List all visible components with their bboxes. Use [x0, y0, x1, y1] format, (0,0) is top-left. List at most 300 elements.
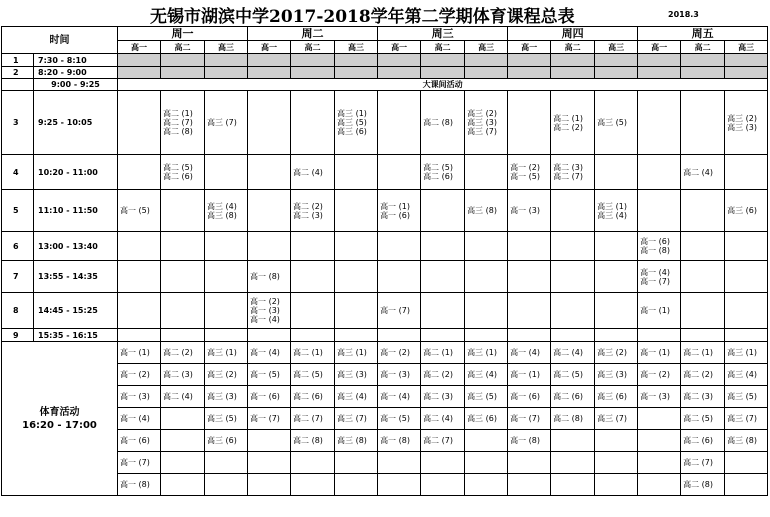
schedule-cell: 高二 (8) [421, 91, 465, 155]
activity-cell [465, 452, 508, 474]
activity-cell [638, 430, 681, 452]
schedule-cell [335, 329, 378, 342]
grade-header: 高二 [551, 41, 595, 54]
activity-cell: 高三 (1) [725, 342, 768, 364]
schedule-cell [248, 232, 291, 261]
break-time: 9:00 - 9:25 [34, 79, 118, 91]
schedule-cell [465, 232, 508, 261]
grade-header: 高三 [335, 41, 378, 54]
activity-cell: 高一 (6) [508, 386, 551, 408]
activity-cell [421, 474, 465, 496]
schedule-cell: 高三 (6) [725, 190, 768, 232]
schedule-cell [205, 261, 248, 293]
activity-cell: 高三 (7) [725, 408, 768, 430]
schedule-cell: 高二 (2) 高二 (3) [291, 190, 335, 232]
period-time: 15:35 - 16:15 [34, 329, 118, 342]
schedule-cell [205, 232, 248, 261]
activity-cell: 高二 (5) [551, 364, 595, 386]
schedule-cell [681, 54, 725, 67]
schedule-cell [205, 67, 248, 79]
activity-cell: 高三 (4) [335, 386, 378, 408]
schedule-cell: 高一 (2) 高一 (5) [508, 155, 551, 190]
schedule-cell [335, 155, 378, 190]
schedule-cell [248, 91, 291, 155]
schedule-cell [725, 232, 768, 261]
schedule-cell [681, 329, 725, 342]
schedule-cell: 高一 (8) [248, 261, 291, 293]
schedule-cell [508, 232, 551, 261]
schedule-cell [378, 329, 421, 342]
activity-cell [638, 408, 681, 430]
activity-cell: 高二 (7) [421, 430, 465, 452]
period-number: 8 [2, 293, 34, 329]
activity-cell: 高三 (6) [595, 386, 638, 408]
activity-cell: 高三 (7) [335, 408, 378, 430]
day-header: 周五 [638, 27, 768, 41]
schedule-cell [465, 293, 508, 329]
schedule-cell: 高一 (7) [378, 293, 421, 329]
schedule-cell [508, 261, 551, 293]
schedule-cell [595, 261, 638, 293]
schedule-cell [421, 232, 465, 261]
schedule-cell [161, 190, 205, 232]
period-row [2, 67, 768, 79]
activity-cell: 高一 (6) [118, 430, 161, 452]
grade-header: 高三 [725, 41, 768, 54]
schedule-cell: 高三 (1) 高三 (4) [595, 190, 638, 232]
schedule-cell [725, 293, 768, 329]
schedule-cell [551, 67, 595, 79]
period-time: 10:20 - 11:00 [34, 155, 118, 190]
period-time: 13:55 - 14:35 [34, 261, 118, 293]
activity-cell [161, 452, 205, 474]
schedule-cell [465, 155, 508, 190]
schedule-cell [161, 67, 205, 79]
schedule-cell [248, 54, 291, 67]
schedule-cell: 高三 (1) 高三 (5) 高三 (6) [335, 91, 378, 155]
schedule-cell: 高二 (3) 高二 (7) [551, 155, 595, 190]
schedule-cell [291, 329, 335, 342]
schedule-cell [551, 232, 595, 261]
period-time: 14:45 - 15:25 [34, 293, 118, 329]
break-row [2, 79, 768, 91]
schedule-table [1, 26, 768, 496]
schedule-cell [378, 155, 421, 190]
day-header: 周四 [508, 27, 638, 41]
schedule-cell [161, 293, 205, 329]
activity-cell: 高一 (6) [248, 386, 291, 408]
activity-cell [638, 474, 681, 496]
activity-cell [595, 430, 638, 452]
activity-cell: 高二 (2) [421, 364, 465, 386]
schedule-cell [205, 293, 248, 329]
day-header: 周三 [378, 27, 508, 41]
grade-header: 高一 [638, 41, 681, 54]
schedule-cell [248, 155, 291, 190]
schedule-cell [595, 54, 638, 67]
period-row [2, 91, 768, 155]
activity-cell: 高一 (8) [378, 430, 421, 452]
activity-cell [465, 430, 508, 452]
activity-cell: 高三 (7) [595, 408, 638, 430]
activity-cell [421, 452, 465, 474]
schedule-cell: 高三 (7) [205, 91, 248, 155]
activity-cell: 高一 (1) [508, 364, 551, 386]
schedule-cell [205, 54, 248, 67]
schedule-cell [335, 190, 378, 232]
grade-header: 高二 [421, 41, 465, 54]
schedule-cell [248, 329, 291, 342]
schedule-cell: 高一 (1) 高一 (6) [378, 190, 421, 232]
activity-cell: 高二 (4) [421, 408, 465, 430]
activity-cell: 高二 (4) [161, 386, 205, 408]
activity-cell: 高二 (7) [681, 452, 725, 474]
schedule-cell [508, 329, 551, 342]
activity-time: 16:20 - 17:00 [22, 419, 97, 431]
period-time: 8:20 - 9:00 [34, 67, 118, 79]
grade-header: 高三 [595, 41, 638, 54]
schedule-cell [421, 329, 465, 342]
schedule-cell [638, 155, 681, 190]
schedule-cell [161, 261, 205, 293]
grade-header: 高二 [681, 41, 725, 54]
activity-cell: 高三 (1) [465, 342, 508, 364]
period-row [2, 293, 768, 329]
grade-header: 高三 [465, 41, 508, 54]
period-row [2, 261, 768, 293]
schedule-cell [205, 329, 248, 342]
schedule-cell [335, 293, 378, 329]
schedule-cell: 高三 (8) [465, 190, 508, 232]
activity-cell [551, 430, 595, 452]
activity-cell: 高三 (1) [205, 342, 248, 364]
activity-cell [378, 452, 421, 474]
grade-header: 高一 [508, 41, 551, 54]
activity-cell: 高二 (6) [291, 386, 335, 408]
period-time: 11:10 - 11:50 [34, 190, 118, 232]
activity-cell: 高一 (3) [378, 364, 421, 386]
schedule-cell [638, 91, 681, 155]
schedule-cell [551, 54, 595, 67]
activity-cell [291, 452, 335, 474]
schedule-cell: 高三 (4) 高三 (8) [205, 190, 248, 232]
schedule-cell [638, 67, 681, 79]
break-number [2, 79, 34, 91]
activity-cell: 高二 (6) [681, 430, 725, 452]
schedule-cell [681, 91, 725, 155]
schedule-cell [551, 190, 595, 232]
activity-cell [205, 452, 248, 474]
period-row [2, 329, 768, 342]
activity-cell: 高一 (5) [378, 408, 421, 430]
activity-label: 体育活动 [39, 406, 80, 418]
activity-cell: 高一 (3) [118, 386, 161, 408]
activity-cell [508, 474, 551, 496]
schedule-cell [638, 190, 681, 232]
day-header: 周二 [248, 27, 378, 41]
schedule-cell: 高一 (4) 高一 (7) [638, 261, 681, 293]
schedule-cell [725, 67, 768, 79]
activity-cell: 高二 (5) [291, 364, 335, 386]
activity-cell [291, 474, 335, 496]
activity-cell [725, 474, 768, 496]
schedule-cell [335, 232, 378, 261]
schedule-cell [508, 54, 551, 67]
schedule-cell: 高二 (1) 高二 (7) 高二 (8) [161, 91, 205, 155]
schedule-cell: 高三 (2) 高三 (3) 高三 (7) [465, 91, 508, 155]
activity-cell [725, 452, 768, 474]
schedule-cell [118, 91, 161, 155]
activity-cell: 高三 (6) [465, 408, 508, 430]
activity-cell: 高三 (3) [335, 364, 378, 386]
period-number: 6 [2, 232, 34, 261]
activity-cell [161, 408, 205, 430]
schedule-cell [248, 67, 291, 79]
schedule-cell [725, 261, 768, 293]
activity-cell: 高三 (5) [205, 408, 248, 430]
activity-cell: 高二 (3) [161, 364, 205, 386]
period-time: 7:30 - 8:10 [34, 54, 118, 67]
schedule-cell [725, 54, 768, 67]
document-title: 无锡市湖滨中学2017-2018学年第二学期体育课程总表 [150, 7, 575, 27]
schedule-cell: 高二 (4) [291, 155, 335, 190]
schedule-cell [118, 67, 161, 79]
activity-cell: 高一 (4) [248, 342, 291, 364]
activity-cell: 高二 (2) [681, 364, 725, 386]
schedule-cell [118, 329, 161, 342]
activity-cell: 高二 (3) [421, 386, 465, 408]
period-row [2, 54, 768, 67]
schedule-cell [378, 54, 421, 67]
schedule-cell: 高一 (1) [638, 293, 681, 329]
activity-cell: 高一 (3) [638, 386, 681, 408]
activity-cell: 高一 (2) [638, 364, 681, 386]
document-header [0, 0, 770, 26]
schedule-cell [421, 261, 465, 293]
activity-cell: 高三 (5) [465, 386, 508, 408]
activity-cell [335, 474, 378, 496]
activity-cell [595, 474, 638, 496]
schedule-cell [595, 329, 638, 342]
grade-header: 高一 [378, 41, 421, 54]
schedule-cell [638, 329, 681, 342]
activity-cell: 高三 (5) [725, 386, 768, 408]
schedule-cell [335, 54, 378, 67]
schedule-cell [291, 232, 335, 261]
schedule-cell: 高二 (4) [681, 155, 725, 190]
schedule-cell [465, 54, 508, 67]
schedule-cell: 高二 (5) 高二 (6) [421, 155, 465, 190]
activity-cell: 高三 (4) [725, 364, 768, 386]
schedule-cell [421, 67, 465, 79]
activity-cell: 高三 (3) [595, 364, 638, 386]
break-label: 大课间活动 [118, 79, 768, 91]
activity-cell: 高二 (6) [551, 386, 595, 408]
schedule-cell [681, 261, 725, 293]
activity-cell: 高三 (8) [725, 430, 768, 452]
schedule-cell: 高一 (2) 高一 (3) 高一 (4) [248, 293, 291, 329]
activity-cell: 高一 (7) [508, 408, 551, 430]
period-number: 2 [2, 67, 34, 79]
schedule-cell [551, 261, 595, 293]
schedule-cell [725, 329, 768, 342]
activity-cell: 高一 (4) [378, 386, 421, 408]
period-time: 13:00 - 13:40 [34, 232, 118, 261]
activity-cell: 高二 (8) [681, 474, 725, 496]
activity-cell [595, 452, 638, 474]
schedule-cell: 高一 (6) 高一 (8) [638, 232, 681, 261]
period-number: 9 [2, 329, 34, 342]
period-number: 1 [2, 54, 34, 67]
schedule-cell [508, 67, 551, 79]
schedule-cell [421, 190, 465, 232]
activity-cell [248, 430, 291, 452]
activity-cell: 高一 (5) [248, 364, 291, 386]
activity-cell: 高一 (2) [118, 364, 161, 386]
period-number: 4 [2, 155, 34, 190]
schedule-cell: 高二 (1) 高二 (2) [551, 91, 595, 155]
schedule-cell [118, 54, 161, 67]
schedule-cell [638, 54, 681, 67]
activity-cell [205, 474, 248, 496]
activity-cell [551, 452, 595, 474]
schedule-cell [681, 190, 725, 232]
activity-cell [638, 452, 681, 474]
schedule-cell [465, 67, 508, 79]
activity-cell [161, 474, 205, 496]
schedule-cell [291, 91, 335, 155]
activity-cell: 高三 (3) [205, 386, 248, 408]
activity-cell: 高一 (4) [508, 342, 551, 364]
activity-cell [551, 474, 595, 496]
schedule-cell: 高一 (3) [508, 190, 551, 232]
activity-cell: 高二 (7) [291, 408, 335, 430]
grade-header: 高一 [248, 41, 291, 54]
schedule-cell [291, 261, 335, 293]
activity-cell [335, 452, 378, 474]
activity-cell: 高一 (2) [378, 342, 421, 364]
schedule-cell [681, 67, 725, 79]
schedule-cell: 高三 (2) 高三 (3) [725, 91, 768, 155]
activity-cell: 高三 (1) [335, 342, 378, 364]
schedule-cell [118, 293, 161, 329]
schedule-cell [291, 293, 335, 329]
schedule-cell [681, 232, 725, 261]
grade-header: 高一 [118, 41, 161, 54]
activity-cell: 高一 (1) [118, 342, 161, 364]
schedule-cell [378, 91, 421, 155]
activity-cell: 高二 (8) [291, 430, 335, 452]
schedule-cell [205, 155, 248, 190]
schedule-cell [595, 155, 638, 190]
activity-cell: 高一 (1) [638, 342, 681, 364]
schedule-cell [378, 67, 421, 79]
grade-header: 高二 [161, 41, 205, 54]
activity-cell: 高三 (4) [465, 364, 508, 386]
schedule-cell [725, 155, 768, 190]
schedule-cell [508, 293, 551, 329]
schedule-cell [291, 54, 335, 67]
schedule-cell [248, 190, 291, 232]
activity-cell: 高二 (5) [681, 408, 725, 430]
activity-cell: 高二 (1) [421, 342, 465, 364]
activity-row [2, 342, 768, 364]
activity-cell: 高二 (1) [291, 342, 335, 364]
activity-cell: 高三 (8) [335, 430, 378, 452]
schedule-cell [161, 232, 205, 261]
activity-cell: 高二 (4) [551, 342, 595, 364]
schedule-cell [595, 232, 638, 261]
schedule-cell [421, 293, 465, 329]
activity-cell: 高一 (7) [118, 452, 161, 474]
period-number: 5 [2, 190, 34, 232]
time-header: 时间 [2, 27, 118, 54]
activity-cell: 高二 (1) [681, 342, 725, 364]
grade-header: 高三 [205, 41, 248, 54]
activity-cell: 高三 (2) [595, 342, 638, 364]
grade-header: 高二 [291, 41, 335, 54]
period-number: 7 [2, 261, 34, 293]
activity-cell [248, 474, 291, 496]
schedule-cell [378, 232, 421, 261]
day-header: 周一 [118, 27, 248, 41]
activity-cell: 高二 (8) [551, 408, 595, 430]
activity-cell: 高二 (3) [681, 386, 725, 408]
period-number: 3 [2, 91, 34, 155]
schedule-cell [681, 293, 725, 329]
activity-cell: 高一 (4) [118, 408, 161, 430]
activity-cell: 高二 (2) [161, 342, 205, 364]
schedule-cell [118, 155, 161, 190]
schedule-cell: 高一 (5) [118, 190, 161, 232]
activity-label-cell [2, 342, 118, 496]
schedule-cell [421, 54, 465, 67]
activity-cell [161, 430, 205, 452]
schedule-cell [595, 67, 638, 79]
schedule-cell [378, 261, 421, 293]
schedule-cell [161, 54, 205, 67]
activity-cell: 高三 (2) [205, 364, 248, 386]
period-row [2, 232, 768, 261]
activity-cell: 高三 (6) [205, 430, 248, 452]
schedule-cell [465, 261, 508, 293]
schedule-cell: 高二 (5) 高二 (6) [161, 155, 205, 190]
schedule-cell [291, 67, 335, 79]
schedule-cell [118, 261, 161, 293]
period-row [2, 190, 768, 232]
period-time: 9:25 - 10:05 [34, 91, 118, 155]
activity-cell: 高一 (8) [508, 430, 551, 452]
schedule-cell [595, 293, 638, 329]
schedule-cell [335, 67, 378, 79]
schedule-cell [551, 293, 595, 329]
schedule-cell [465, 329, 508, 342]
schedule-cell [118, 232, 161, 261]
activity-cell [378, 474, 421, 496]
activity-cell: 高一 (7) [248, 408, 291, 430]
document-date: 2018.3 [668, 10, 699, 19]
activity-cell [508, 452, 551, 474]
activity-cell [465, 474, 508, 496]
schedule-cell [335, 261, 378, 293]
activity-cell [248, 452, 291, 474]
schedule-cell [161, 329, 205, 342]
schedule-cell [508, 91, 551, 155]
period-row [2, 155, 768, 190]
activity-cell: 高一 (8) [118, 474, 161, 496]
schedule-cell [551, 329, 595, 342]
schedule-cell: 高三 (5) [595, 91, 638, 155]
